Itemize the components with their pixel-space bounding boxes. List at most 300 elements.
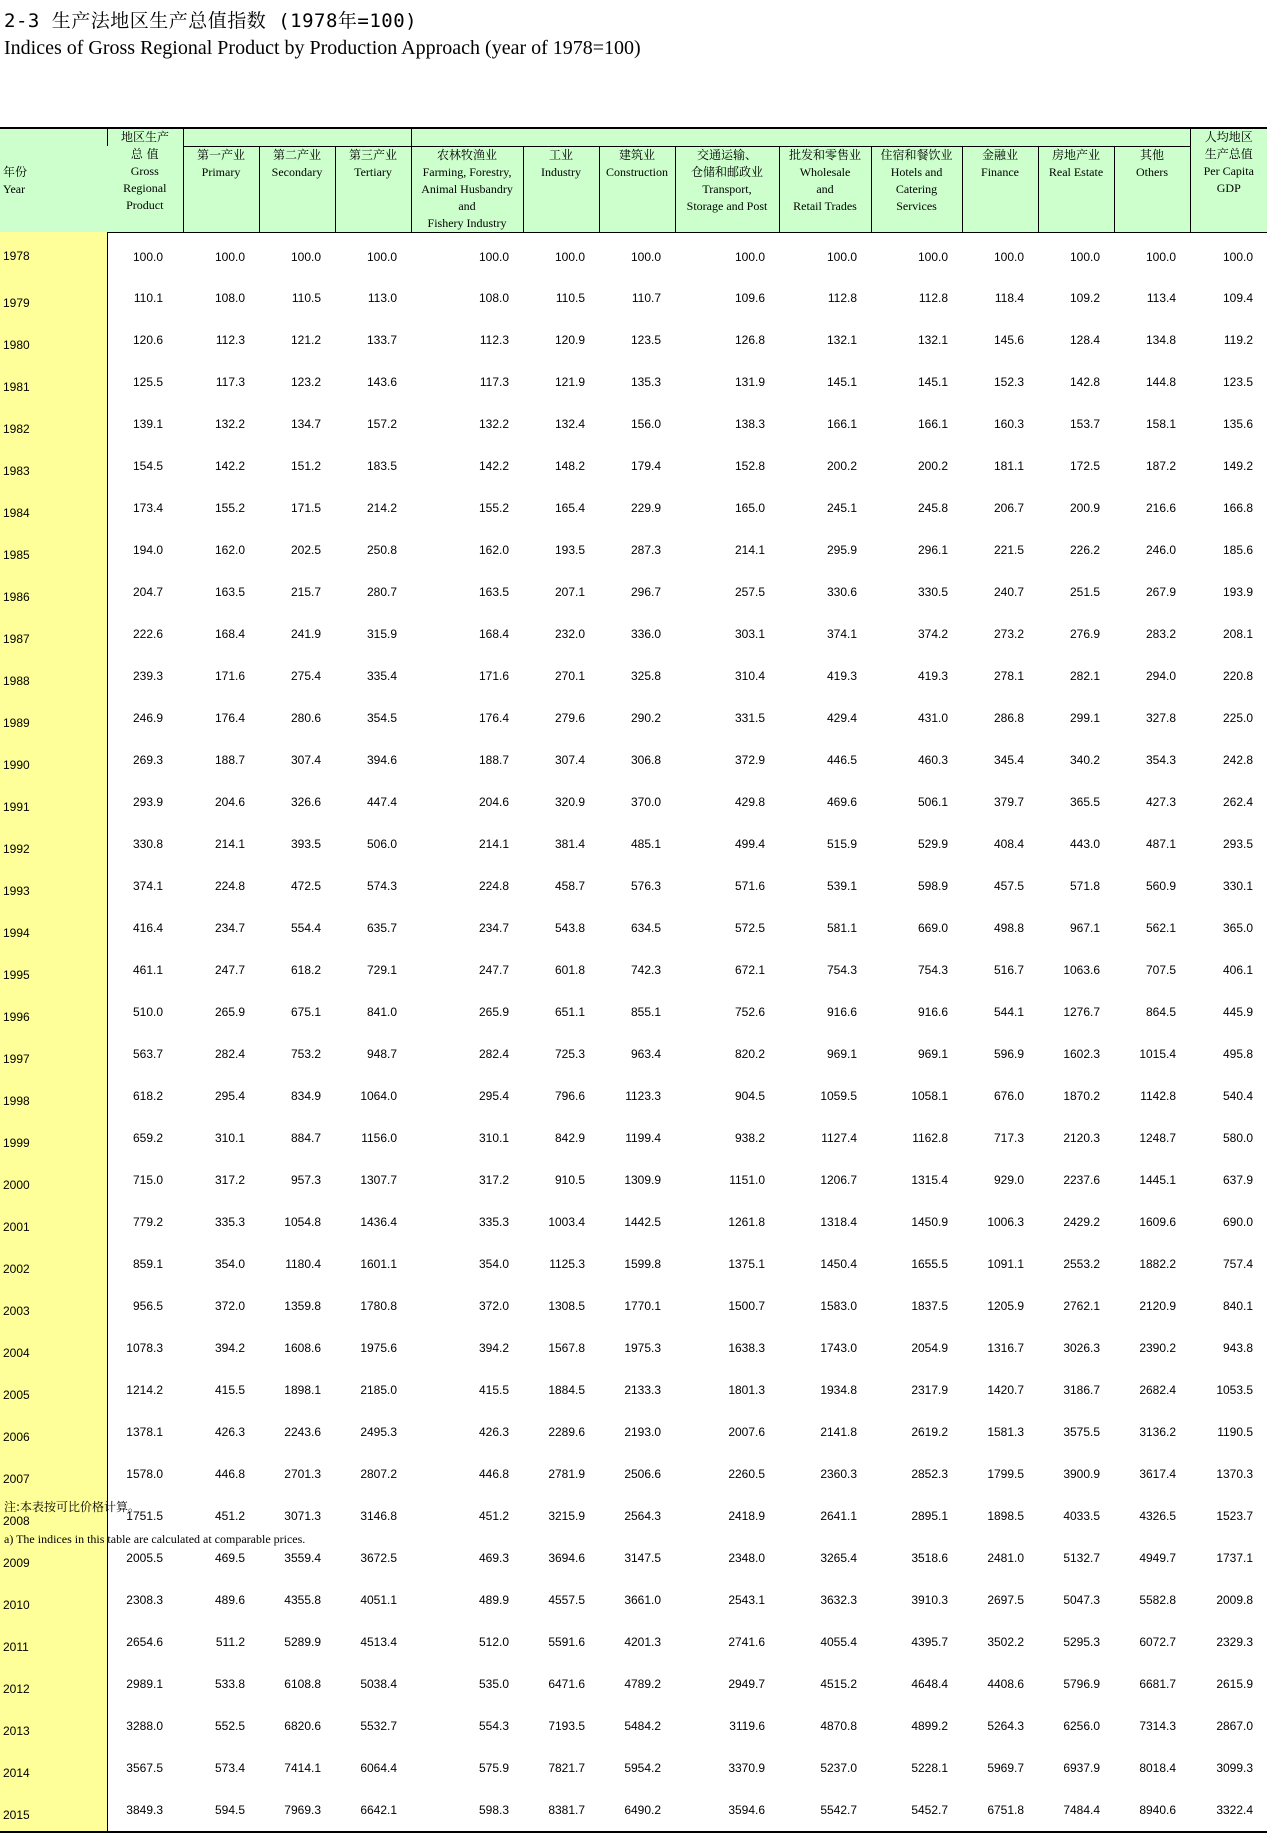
table-cell: 296.7 xyxy=(630,584,662,599)
table-cell: 1190.5 xyxy=(1217,1424,1254,1439)
table-cell: 221.5 xyxy=(993,542,1025,557)
row-year: 2003 xyxy=(0,1285,107,1327)
table-cell: 179.4 xyxy=(630,458,662,473)
table-cell: 282.1 xyxy=(1069,668,1101,683)
table-cell: 1442.5 xyxy=(624,1214,662,1229)
table-cell: 1309.9 xyxy=(624,1172,662,1187)
table-cell: 3265.4 xyxy=(820,1550,858,1565)
header-tertiary: 第三产业 Tertiary xyxy=(335,146,411,232)
table-cell: 5228.1 xyxy=(911,1760,949,1775)
header-hotels: 住宿和餐饮业 Hotels and Catering Services xyxy=(871,146,962,232)
table-row xyxy=(0,1327,1267,1369)
table-row xyxy=(0,1663,1267,1705)
table-cell: 354.0 xyxy=(214,1256,245,1271)
table-cell: 635.7 xyxy=(366,920,398,935)
table-cell: 540.4 xyxy=(1223,1088,1254,1103)
header-year: 年份 Year xyxy=(0,128,107,232)
table-cell: 742.3 xyxy=(630,962,662,977)
table-cell: 598.3 xyxy=(411,1789,523,1832)
table-cell: 3694.6 xyxy=(548,1550,586,1565)
table-cell: 214.1 xyxy=(734,542,766,557)
table-cell: 176.4 xyxy=(478,710,510,725)
table-cell: 457.5 xyxy=(993,878,1025,893)
page-title-en: Indices of Gross Regional Product by Production Approach (year of 1978=100) xyxy=(4,37,641,59)
row-year: 1985 xyxy=(0,529,107,571)
table-cell: 820.2 xyxy=(734,1046,766,1061)
table-cell: 276.9 xyxy=(1069,626,1101,641)
table-cell: 126.8 xyxy=(734,332,766,347)
table-cell: 1063.6 xyxy=(1063,962,1101,977)
table-cell: 7414.1 xyxy=(284,1760,321,1775)
table-cell: 4870.8 xyxy=(820,1718,858,1733)
table-cell: 165.4 xyxy=(554,500,586,515)
table-cell: 162.0 xyxy=(478,542,510,557)
table-cell: 1578.0 xyxy=(126,1466,163,1481)
table-cell: 160.3 xyxy=(993,416,1025,431)
table-row xyxy=(0,487,1267,529)
table-cell: 2009.8 xyxy=(1216,1592,1254,1607)
table-cell: 372.9 xyxy=(734,752,766,767)
table-cell: 280.6 xyxy=(290,710,321,725)
table-cell: 948.7 xyxy=(366,1046,398,1061)
table-cell: 123.5 xyxy=(630,332,662,347)
row-year: 1988 xyxy=(0,655,107,697)
table-cell: 202.5 xyxy=(290,542,321,557)
row-year: 1991 xyxy=(0,781,107,823)
table-cell: 4408.6 xyxy=(987,1676,1025,1691)
header-transport: 交通运输、 仓储和邮政业 Transport, Storage and Post xyxy=(675,146,779,232)
table-cell: 1316.7 xyxy=(987,1340,1025,1355)
table-cell: 842.9 xyxy=(554,1130,586,1145)
table-cell: 133.7 xyxy=(366,332,398,347)
table-cell: 142.2 xyxy=(214,458,245,473)
table-cell: 969.1 xyxy=(826,1046,858,1061)
table-cell: 310.1 xyxy=(478,1130,510,1145)
table-cell: 5038.4 xyxy=(360,1676,398,1691)
table-cell: 3661.0 xyxy=(624,1592,662,1607)
row-year: 1980 xyxy=(0,319,107,361)
table-cell: 110.7 xyxy=(631,290,662,305)
table-cell: 637.9 xyxy=(1223,1172,1254,1187)
table-cell: 100.0 xyxy=(290,249,321,264)
table-cell: 451.2 xyxy=(478,1508,510,1523)
table-cell: 5796.9 xyxy=(1063,1676,1101,1691)
table-cell: 469.3 xyxy=(478,1550,510,1565)
row-year: 1993 xyxy=(0,865,107,907)
table-cell: 100.0 xyxy=(1146,249,1177,264)
table-cell: 1737.1 xyxy=(1216,1550,1254,1565)
table-cell: 415.5 xyxy=(478,1382,510,1397)
table-cell: 3136.2 xyxy=(1139,1424,1177,1439)
table-cell: 1053.5 xyxy=(1216,1382,1254,1397)
table-row xyxy=(0,1117,1267,1159)
table-cell: 1054.8 xyxy=(284,1214,321,1229)
table-cell: 580.0 xyxy=(1223,1130,1254,1145)
table-cell: 2895.1 xyxy=(911,1508,949,1523)
table-cell: 571.8 xyxy=(1069,878,1101,893)
table-cell: 208.1 xyxy=(1223,626,1254,641)
table-cell: 956.5 xyxy=(132,1298,163,1313)
table-cell: 1359.8 xyxy=(284,1298,321,1313)
table-cell: 315.9 xyxy=(366,626,398,641)
table-cell: 2682.4 xyxy=(1139,1382,1177,1397)
table-row xyxy=(0,823,1267,865)
table-cell: 533.8 xyxy=(214,1676,245,1691)
table-cell: 1420.7 xyxy=(987,1382,1025,1397)
table-row xyxy=(0,1243,1267,1285)
table-cell: 345.4 xyxy=(993,752,1025,767)
table-cell: 3026.3 xyxy=(1063,1340,1101,1355)
row-year: 1983 xyxy=(0,445,107,487)
table-cell: 295.4 xyxy=(478,1088,510,1103)
table-cell: 110.5 xyxy=(555,290,586,305)
table-cell: 5264.3 xyxy=(987,1718,1025,1733)
table-cell: 265.9 xyxy=(214,1004,245,1019)
table-cell: 596.9 xyxy=(993,1046,1025,1061)
table-cell: 257.5 xyxy=(734,584,766,599)
table-row xyxy=(0,655,1267,697)
table-cell: 110.5 xyxy=(291,290,321,305)
table-cell: 163.5 xyxy=(214,584,245,599)
table-cell: 6490.2 xyxy=(599,1789,675,1832)
table-cell: 240.7 xyxy=(993,584,1025,599)
table-cell: 296.1 xyxy=(917,542,949,557)
table-cell: 581.1 xyxy=(826,920,858,935)
table-cell: 142.8 xyxy=(1069,374,1101,389)
table-cell: 446.8 xyxy=(478,1466,510,1481)
table-cell: 134.8 xyxy=(1146,332,1177,347)
row-year: 2005 xyxy=(0,1369,107,1411)
header-finance: 金融业 Finance xyxy=(962,146,1038,232)
table-cell: 2697.5 xyxy=(987,1592,1025,1607)
table-row xyxy=(0,1159,1267,1201)
table-cell: 226.2 xyxy=(1069,542,1101,557)
table-cell: 1837.5 xyxy=(911,1298,949,1313)
table-cell: 487.1 xyxy=(1146,836,1177,851)
table-cell: 1801.3 xyxy=(728,1382,766,1397)
table-cell: 239.3 xyxy=(132,668,163,683)
table-cell: 181.1 xyxy=(993,458,1025,473)
page-title-cn: 2-3 生产法地区生产总值指数 (1978年=100) xyxy=(4,10,418,32)
table-cell: 135.6 xyxy=(1223,416,1254,431)
table-cell: 143.6 xyxy=(366,374,398,389)
table-cell: 1091.1 xyxy=(987,1256,1025,1271)
table-cell: 374.1 xyxy=(132,878,163,893)
table-cell: 173.4 xyxy=(132,500,163,515)
row-year: 2015 xyxy=(0,1789,107,1832)
table-cell: 246.9 xyxy=(132,710,163,725)
table-cell: 188.7 xyxy=(478,752,510,767)
table-cell: 374.1 xyxy=(826,626,858,641)
table-cell: 1123.3 xyxy=(625,1088,662,1103)
table-cell: 1375.1 xyxy=(728,1256,766,1271)
table-cell: 6108.8 xyxy=(284,1676,321,1691)
table-cell: 279.6 xyxy=(554,710,586,725)
table-cell: 394.2 xyxy=(478,1340,510,1355)
row-year: 1990 xyxy=(0,739,107,781)
table-cell: 560.9 xyxy=(1146,878,1177,893)
table-cell: 242.8 xyxy=(1223,752,1254,767)
row-year: 1994 xyxy=(0,907,107,949)
table-cell: 267.9 xyxy=(1146,584,1177,599)
table-cell: 2289.6 xyxy=(548,1424,586,1439)
row-year: 1979 xyxy=(0,277,107,319)
table-cell: 138.3 xyxy=(734,416,766,431)
table-cell: 499.4 xyxy=(734,836,766,851)
table-cell: 943.8 xyxy=(1223,1340,1254,1355)
table-row xyxy=(0,949,1267,991)
table-cell: 128.4 xyxy=(1069,332,1101,347)
table-cell: 1638.3 xyxy=(728,1340,766,1355)
table-cell: 168.4 xyxy=(214,626,245,641)
table-cell: 1599.8 xyxy=(624,1256,662,1271)
table-cell: 2418.9 xyxy=(728,1508,766,1523)
table-cell: 2741.6 xyxy=(728,1634,766,1649)
table-cell: 330.5 xyxy=(917,584,949,599)
table-cell: 451.2 xyxy=(214,1508,245,1523)
table-cell: 2762.1 xyxy=(1063,1298,1101,1313)
table-cell: 458.7 xyxy=(554,878,586,893)
table-cell: 406.1 xyxy=(1223,962,1254,977)
table-cell: 516.7 xyxy=(993,962,1025,977)
table-cell: 5484.2 xyxy=(624,1718,662,1733)
table-cell: 2807.2 xyxy=(360,1466,398,1481)
table-row xyxy=(0,907,1267,949)
table-cell: 247.7 xyxy=(214,962,245,977)
table-cell: 152.3 xyxy=(993,374,1025,389)
table-cell: 2243.6 xyxy=(284,1424,321,1439)
table-cell: 6064.4 xyxy=(360,1760,398,1775)
table-cell: 200.2 xyxy=(826,458,858,473)
table-cell: 166.1 xyxy=(917,416,949,431)
table-cell: 1064.0 xyxy=(360,1088,398,1103)
table-cell: 904.5 xyxy=(734,1088,766,1103)
table-cell: 224.8 xyxy=(214,878,245,893)
table-cell: 269.3 xyxy=(132,752,163,767)
table-cell: 100.0 xyxy=(1223,249,1254,264)
header-industry-group-top xyxy=(411,128,1190,146)
table-cell: 135.3 xyxy=(630,374,662,389)
table-cell: 117.3 xyxy=(215,374,245,389)
table-cell: 4949.7 xyxy=(1139,1550,1177,1565)
table-cell: 3119.6 xyxy=(729,1718,766,1733)
table-cell: 754.3 xyxy=(917,962,949,977)
table-cell: 855.1 xyxy=(630,1004,662,1019)
table-cell: 204.6 xyxy=(214,794,245,809)
table-cell: 1003.4 xyxy=(548,1214,586,1229)
table-cell: 232.0 xyxy=(554,626,586,641)
table-cell: 100.0 xyxy=(734,249,766,264)
table-cell: 1975.3 xyxy=(624,1340,662,1355)
table-cell: 1142.8 xyxy=(1140,1088,1177,1103)
table-cell: 306.8 xyxy=(630,752,662,767)
table-cell: 1078.3 xyxy=(126,1340,163,1355)
table-cell: 1206.7 xyxy=(820,1172,858,1187)
table-cell: 834.9 xyxy=(290,1088,321,1103)
table-cell: 426.3 xyxy=(214,1424,245,1439)
table-cell: 1436.4 xyxy=(360,1214,398,1229)
table-cell: 121.2 xyxy=(290,332,321,347)
table-cell: 262.4 xyxy=(1223,794,1254,809)
row-year: 1982 xyxy=(0,403,107,445)
table-cell: 152.8 xyxy=(734,458,766,473)
table-cell: 690.0 xyxy=(1223,1214,1254,1229)
table-cell: 562.1 xyxy=(1146,920,1177,935)
table-cell: 929.0 xyxy=(993,1172,1025,1187)
table-cell: 370.0 xyxy=(630,794,662,809)
table-cell: 280.7 xyxy=(366,584,398,599)
table-row xyxy=(0,1369,1267,1411)
table-cell: 574.3 xyxy=(366,878,398,893)
table-cell: 207.1 xyxy=(554,584,586,599)
table-row xyxy=(0,403,1267,445)
table-cell: 511.2 xyxy=(215,1634,245,1649)
table-cell: 229.9 xyxy=(630,500,662,515)
row-year: 1987 xyxy=(0,613,107,655)
table-cell: 512.0 xyxy=(478,1634,510,1649)
table-cell: 552.5 xyxy=(214,1718,245,1733)
gross-regional-product-indices-table xyxy=(0,127,1267,1833)
table-cell: 100.0 xyxy=(366,249,398,264)
table-cell: 330.8 xyxy=(132,836,163,851)
table-cell: 100.0 xyxy=(132,249,163,264)
table-cell: 489.9 xyxy=(478,1592,510,1607)
table-cell: 365.0 xyxy=(1223,920,1254,935)
table-row xyxy=(0,1621,1267,1663)
table-cell: 4899.2 xyxy=(911,1718,949,1733)
table-cell: 443.0 xyxy=(1069,836,1101,851)
table-row xyxy=(0,571,1267,613)
table-cell: 506.0 xyxy=(366,836,398,851)
table-cell: 149.2 xyxy=(1223,458,1254,473)
table-cell: 752.6 xyxy=(734,1004,766,1019)
table-cell: 2360.3 xyxy=(820,1466,858,1481)
header-construction: 建筑业 Construction xyxy=(599,146,675,232)
table-cell: 144.8 xyxy=(1146,374,1177,389)
table-cell: 3071.3 xyxy=(284,1508,321,1523)
table-cell: 446.8 xyxy=(214,1466,245,1481)
table-cell: 3567.5 xyxy=(126,1760,163,1775)
table-cell: 1445.1 xyxy=(1139,1172,1177,1187)
table-cell: 7484.4 xyxy=(1038,1789,1114,1832)
header-wholesale: 批发和零售业 Wholesale and Retail Trades xyxy=(779,146,871,232)
table-cell: 251.5 xyxy=(1069,584,1101,599)
table-cell: 354.0 xyxy=(478,1256,510,1271)
row-year: 1978 xyxy=(0,232,107,277)
table-cell: 725.3 xyxy=(554,1046,586,1061)
table-cell: 120.9 xyxy=(554,332,586,347)
table-cell: 320.9 xyxy=(554,794,586,809)
table-cell: 796.6 xyxy=(554,1088,586,1103)
table-cell: 216.6 xyxy=(1146,500,1177,515)
table-cell: 110.1 xyxy=(133,290,163,305)
table-cell: 123.2 xyxy=(290,374,321,389)
table-row xyxy=(0,1579,1267,1621)
table-cell: 6471.6 xyxy=(548,1676,586,1691)
table-cell: 3594.6 xyxy=(675,1789,779,1832)
table-cell: 2141.8 xyxy=(820,1424,858,1439)
table-cell: 1780.8 xyxy=(360,1298,398,1313)
table-cell: 145.1 xyxy=(917,374,949,389)
table-cell: 2619.2 xyxy=(911,1424,949,1439)
table-cell: 429.4 xyxy=(826,710,858,725)
table-cell: 118.4 xyxy=(994,290,1025,305)
table-cell: 6256.0 xyxy=(1063,1718,1101,1733)
table-cell: 2867.0 xyxy=(1216,1718,1254,1733)
table-cell: 295.4 xyxy=(214,1088,245,1103)
table-cell: 2054.9 xyxy=(911,1340,949,1355)
table-row xyxy=(0,1495,1267,1537)
table-cell: 1884.5 xyxy=(548,1382,586,1397)
table-cell: 2348.0 xyxy=(728,1550,766,1565)
table-cell: 273.2 xyxy=(993,626,1025,641)
table-cell: 109.6 xyxy=(734,290,766,305)
table-cell: 3900.9 xyxy=(1063,1466,1101,1481)
row-year: 2011 xyxy=(0,1621,107,1663)
table-cell: 123.5 xyxy=(1223,374,1254,389)
table-cell: 3502.2 xyxy=(987,1634,1025,1649)
table-cell: 120.6 xyxy=(132,332,163,347)
table-cell: 1602.3 xyxy=(1063,1046,1101,1061)
table-cell: 675.1 xyxy=(290,1004,321,1019)
table-cell: 234.7 xyxy=(478,920,510,935)
table-cell: 2317.9 xyxy=(911,1382,949,1397)
table-cell: 3575.5 xyxy=(1063,1424,1101,1439)
table-cell: 157.2 xyxy=(366,416,398,431)
row-year: 2014 xyxy=(0,1747,107,1789)
row-year: 1981 xyxy=(0,361,107,403)
table-cell: 554.3 xyxy=(478,1718,510,1733)
row-year: 2012 xyxy=(0,1663,107,1705)
table-cell: 3559.4 xyxy=(284,1550,321,1565)
table-cell: 594.5 xyxy=(183,1789,259,1832)
table-cell: 372.0 xyxy=(214,1298,245,1313)
table-cell: 2390.2 xyxy=(1139,1340,1177,1355)
row-year: 1996 xyxy=(0,991,107,1033)
header-others: 其他 Others xyxy=(1114,146,1190,232)
row-year: 2001 xyxy=(0,1201,107,1243)
table-row xyxy=(0,613,1267,655)
table-cell: 303.1 xyxy=(734,626,766,641)
table-cell: 1318.4 xyxy=(820,1214,858,1229)
table-cell: 957.3 xyxy=(290,1172,321,1187)
table-cell: 510.0 xyxy=(132,1004,163,1019)
table-cell: 283.2 xyxy=(1146,626,1177,641)
table-cell: 330.6 xyxy=(826,584,858,599)
table-cell: 2429.2 xyxy=(1063,1214,1101,1229)
table-cell: 1125.3 xyxy=(549,1256,586,1271)
table-cell: 1180.4 xyxy=(285,1256,321,1271)
table-cell: 234.7 xyxy=(214,920,245,935)
table-cell: 618.2 xyxy=(132,1088,163,1103)
table-cell: 214.1 xyxy=(478,836,510,851)
table-cell: 419.3 xyxy=(917,668,949,683)
table-cell: 162.0 xyxy=(214,542,245,557)
table-row xyxy=(0,277,1267,319)
table-cell: 969.1 xyxy=(917,1046,949,1061)
table-cell: 8018.4 xyxy=(1139,1760,1177,1775)
table-cell: 618.2 xyxy=(290,962,321,977)
table-cell: 325.8 xyxy=(630,668,662,683)
table-cell: 3147.5 xyxy=(624,1550,662,1565)
table-cell: 154.5 xyxy=(132,458,163,473)
table-cell: 447.4 xyxy=(366,794,398,809)
table-cell: 729.1 xyxy=(366,962,398,977)
table-cell: 715.0 xyxy=(132,1172,163,1187)
table-cell: 100.0 xyxy=(917,249,949,264)
table-cell: 408.4 xyxy=(993,836,1025,851)
row-year: 1986 xyxy=(0,571,107,613)
